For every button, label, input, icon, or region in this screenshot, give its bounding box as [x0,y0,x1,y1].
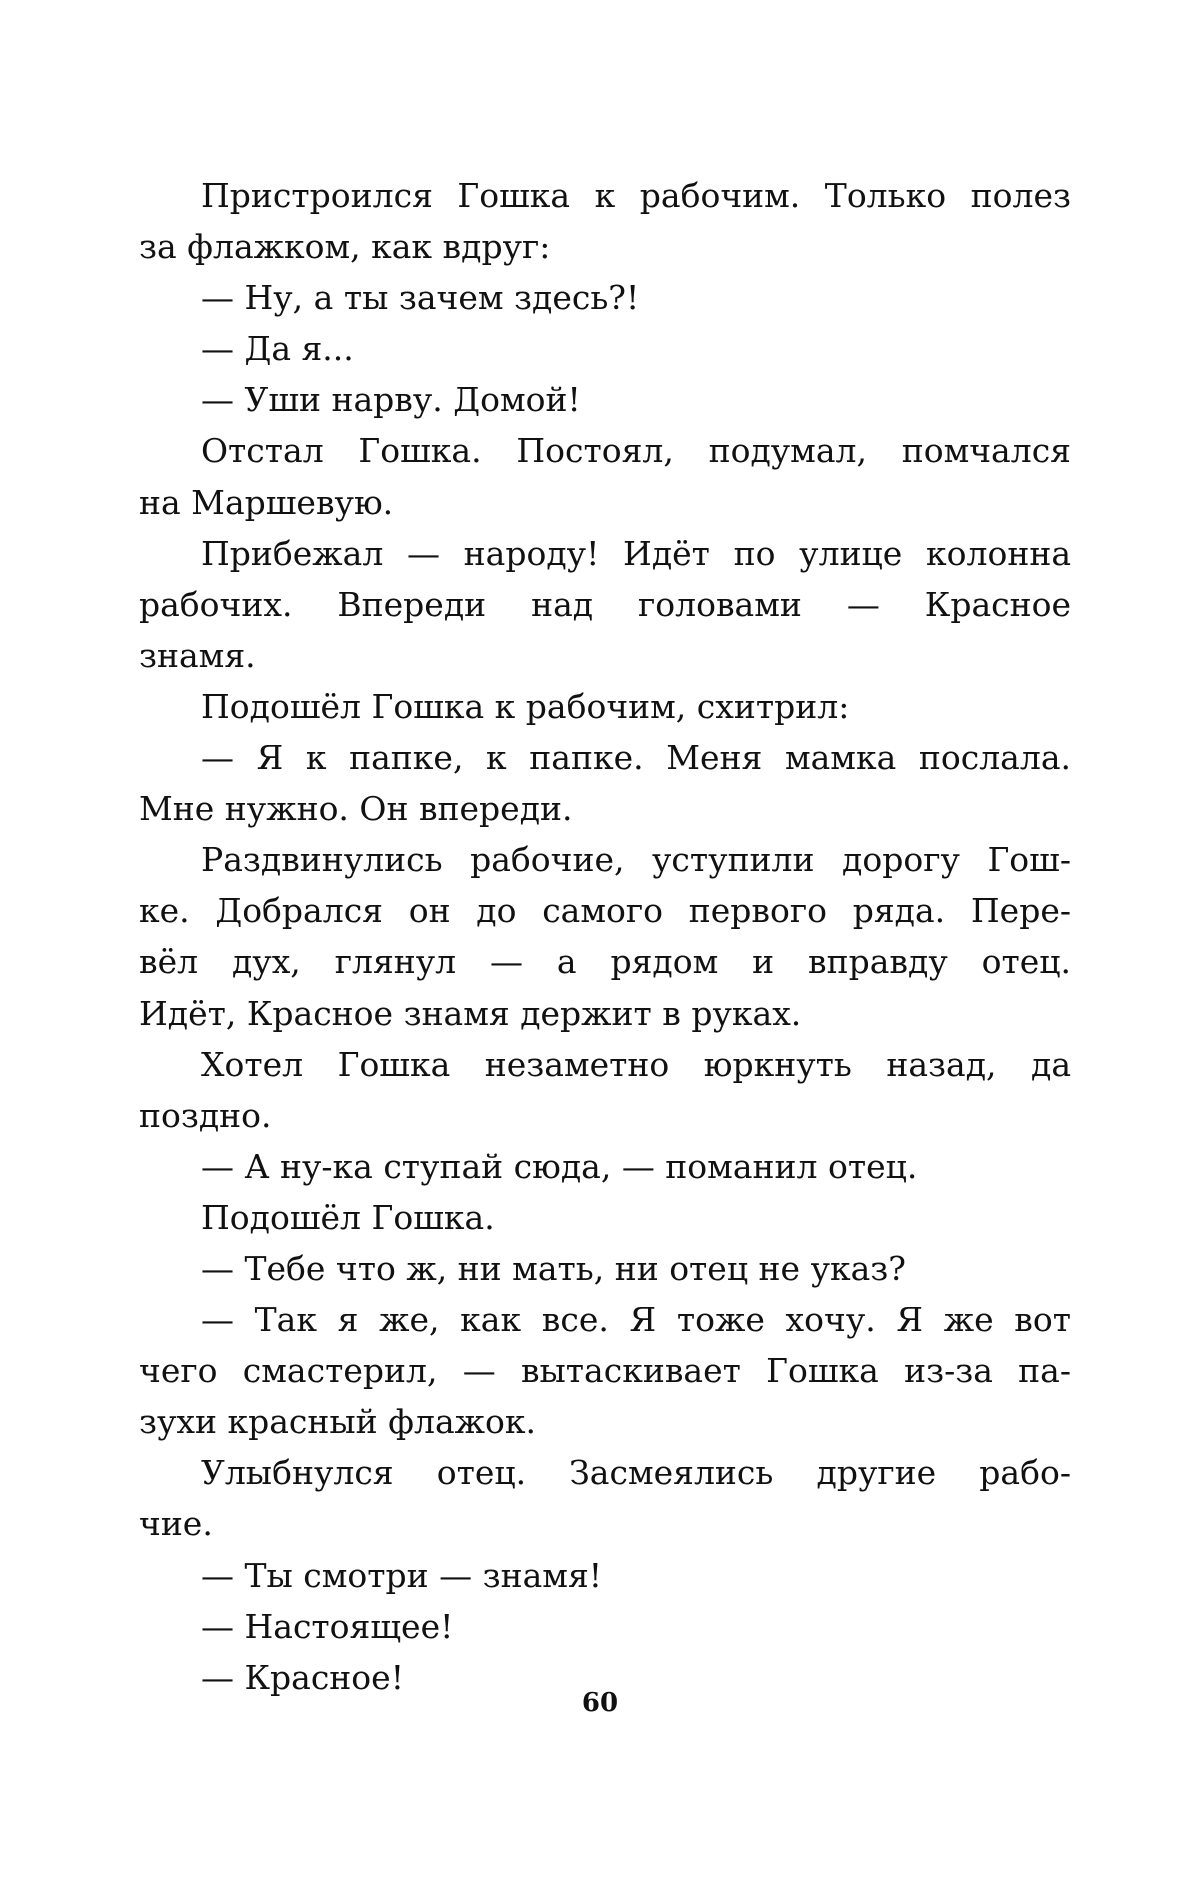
text-line: — Красное! [201,1657,404,1697]
text-line: Подошёл Гошка к рабочим, схитрил: [201,686,850,726]
text-line: зухи красный флажок. [139,1402,536,1442]
text-line: — Ну, а ты зачем здесь?! [201,278,640,318]
text-line: Пристроился Гошка к рабочим. Только полез [201,176,1071,215]
text-line: — Тебе что ж, ни мать, ни отец не указ? [201,1248,906,1288]
text-line: — Настоящее! [201,1606,454,1646]
text-line: поздно. [139,1095,272,1135]
text-line: Хотел Гошка незаметно юркнуть назад, да [201,1044,1071,1084]
text-line: — Так я же, как все. Я тоже хочу. Я же вот [201,1300,1071,1340]
text-line: вёл дух, глянул — а рядом и вправду отец. [139,942,1071,982]
text-line: Идёт, Красное знамя держит в руках. [139,993,802,1033]
body-text [139,170,1071,1703]
text-line: — А ну-ка ступай сюда, — поманил отец. [201,1146,918,1186]
text-line: — Уши нарву. Домой! [201,380,581,420]
text-line: рабочих. Впереди над головами — Красное [139,584,1071,624]
text-line: Прибежал — народу! Идёт по улице колонна [201,533,1071,573]
text-line: Улыбнулся отец. Засмеялись другие рабо- [201,1453,1071,1493]
text-line: Раздвинулись рабочие, уступили дорогу Гош- [201,840,1071,880]
text-line: — Ты смотри — знамя! [201,1555,603,1595]
text-line: ке. Добрался он до самого первого ряда. Пере- [139,891,1071,931]
text-line: — Я к папке, к папке. Меня мамка послала. [201,738,1071,778]
text-line: за флажком, как вдруг: [139,227,551,267]
text-line: чего смастерил, — вытаскивает Гошка из-за па- [139,1351,1071,1391]
text-line: знамя. [139,635,256,675]
text-line: чие. [139,1504,213,1544]
text-line: Отстал Гошка. Постоял, подумал, помчался [201,431,1071,471]
text-line: на Маршевую. [139,482,394,522]
text-line: Мне нужно. Он впереди. [139,789,573,829]
text-line: — Да я... [201,329,354,369]
text-line: Подошёл Гошка. [201,1197,495,1237]
page-number: 60 [581,1688,619,1718]
